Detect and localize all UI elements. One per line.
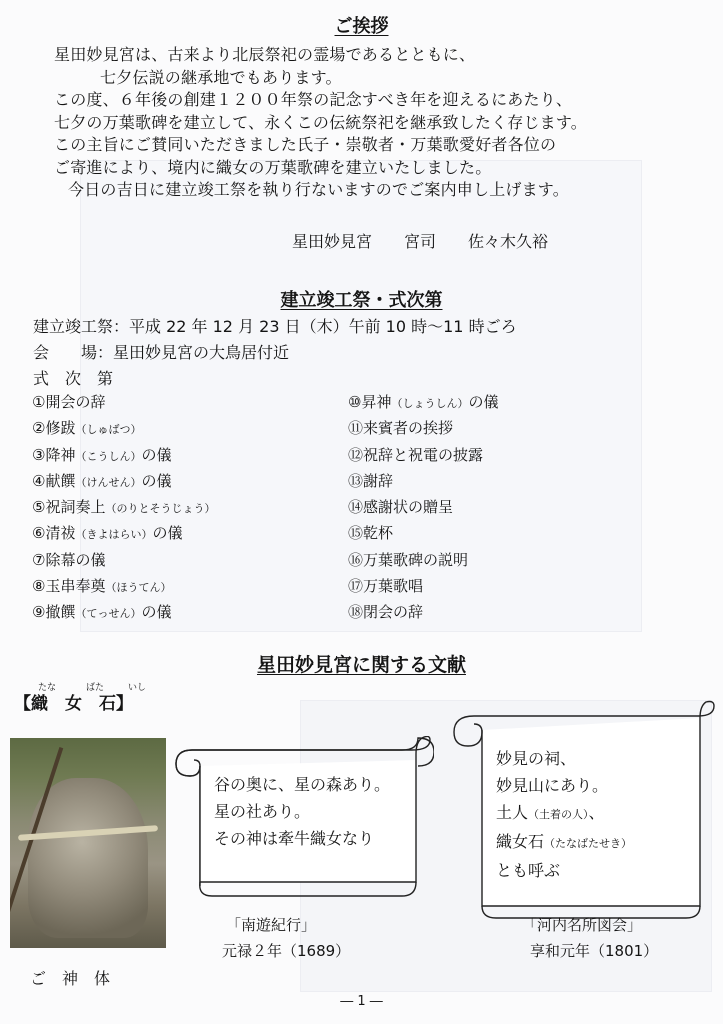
- list-item: ①開会の辞: [32, 393, 106, 411]
- scroll-1-line: 谷の奥に、星の森あり。: [214, 775, 391, 794]
- scroll-1-line: その神は牽牛織女なり: [214, 829, 375, 848]
- ceremony-venue: 会 場：星田妙見宮の大鳥居付近: [33, 343, 290, 362]
- scroll-1-source: 「南遊紀行」: [226, 916, 317, 934]
- greeting-line: ご寄進により、境内に織女の万葉歌碑を建立いたしました。: [54, 157, 492, 177]
- scroll-2-text: [496, 745, 632, 884]
- scroll-1-text: [214, 771, 390, 852]
- list-item: ⑮乾杯: [348, 524, 394, 543]
- greeting-signature: 星田妙見宮 宮司 佐々木久裕: [292, 232, 549, 251]
- photo-caption: ご 神 体: [30, 969, 111, 988]
- greeting-line: この主旨にご賛同いただきました氏子・崇敬者・万葉歌愛好者各位の: [54, 135, 557, 154]
- list-item: ⑭感謝状の贈呈: [348, 498, 454, 517]
- page-number: ― 1 ―: [340, 994, 383, 1009]
- list-item: ⑨撤饌（てっせん）の儀: [32, 603, 172, 622]
- list-item: ⑫祝辞と祝電の披露: [348, 445, 484, 464]
- list-item: ⑪来賓者の挨拶: [348, 419, 454, 438]
- greeting-line: 七夕伝説の継承地でもあります。: [100, 67, 342, 87]
- scroll-1-line: 星の社あり。: [214, 802, 311, 821]
- ceremony-title: 建立竣工祭・式次第: [280, 290, 443, 311]
- ceremony-datetime: 建立竣工祭：平成 22 年 12 月 23 日（木）午前 10 時～11 時ごろ: [33, 317, 517, 336]
- list-item: ⑬謝辞: [348, 471, 394, 490]
- order-list-right: [348, 389, 498, 626]
- list-item: ⑩昇神（しょうしん）の儀: [348, 393, 499, 411]
- list-item: ②修跋（しゅばつ）: [32, 419, 142, 438]
- scroll-1-date: 元禄２年（1689）: [222, 942, 351, 960]
- list-item: ⑦除幕の儀: [32, 550, 106, 569]
- list-item: ⑯万葉歌碑の説明: [348, 550, 469, 569]
- greeting-title: ご挨拶: [334, 16, 389, 37]
- stone-label: 【織 女 石】: [14, 694, 133, 714]
- scroll-2-date: 享和元年（1801）: [530, 942, 659, 960]
- greeting-line: 星田妙見宮は、古来より北辰祭祀の霊場であるとともに、: [54, 45, 476, 64]
- list-item: ⑥清祓（きよはらい）の儀: [32, 524, 183, 543]
- greeting-line: この度、６年後の創建１２００年祭の記念すべき年を迎えるにあたり、: [54, 90, 573, 109]
- list-item: ⑤祝詞奏上（のりとそうじょう）: [32, 498, 216, 517]
- list-item: ⑧玉串奉奠（ほうてん）: [32, 577, 172, 596]
- scroll-2-line: とも呼ぶ: [496, 861, 561, 880]
- list-item: ⑰万葉歌唱: [348, 577, 424, 596]
- list-item: ④献饌（けんせん）の儀: [32, 471, 172, 490]
- list-item: ③降神（こうしん）の儀: [32, 445, 172, 464]
- stone-shape: [28, 778, 148, 938]
- scroll-2-source: 「河内名所図会」: [522, 916, 643, 934]
- greeting-body: [54, 44, 587, 202]
- order-list-left: [32, 389, 215, 626]
- greeting-line: 七夕の万葉歌碑を建立して、永くこの伝統祭祀を継承致したく存じます。: [54, 112, 588, 132]
- literature-title: 星田妙見宮に関する文献: [256, 654, 466, 676]
- list-item: ⑱閉会の辞: [348, 603, 424, 622]
- scroll-2-line: 土人（土着の人）、: [496, 803, 605, 822]
- scroll-2-line: 織女石（たなばたせき）: [496, 832, 633, 851]
- scroll-2-line: 妙見山にあり。: [496, 776, 609, 795]
- ceremony-order-heading: 式 次 第: [33, 369, 114, 388]
- sacred-stone-photo: [10, 738, 166, 948]
- scroll-2-line: 妙見の祠、: [496, 749, 577, 768]
- greeting-line: 今日の吉日に建立竣工祭を執り行ないますのでご案内申し上げます。: [68, 180, 569, 199]
